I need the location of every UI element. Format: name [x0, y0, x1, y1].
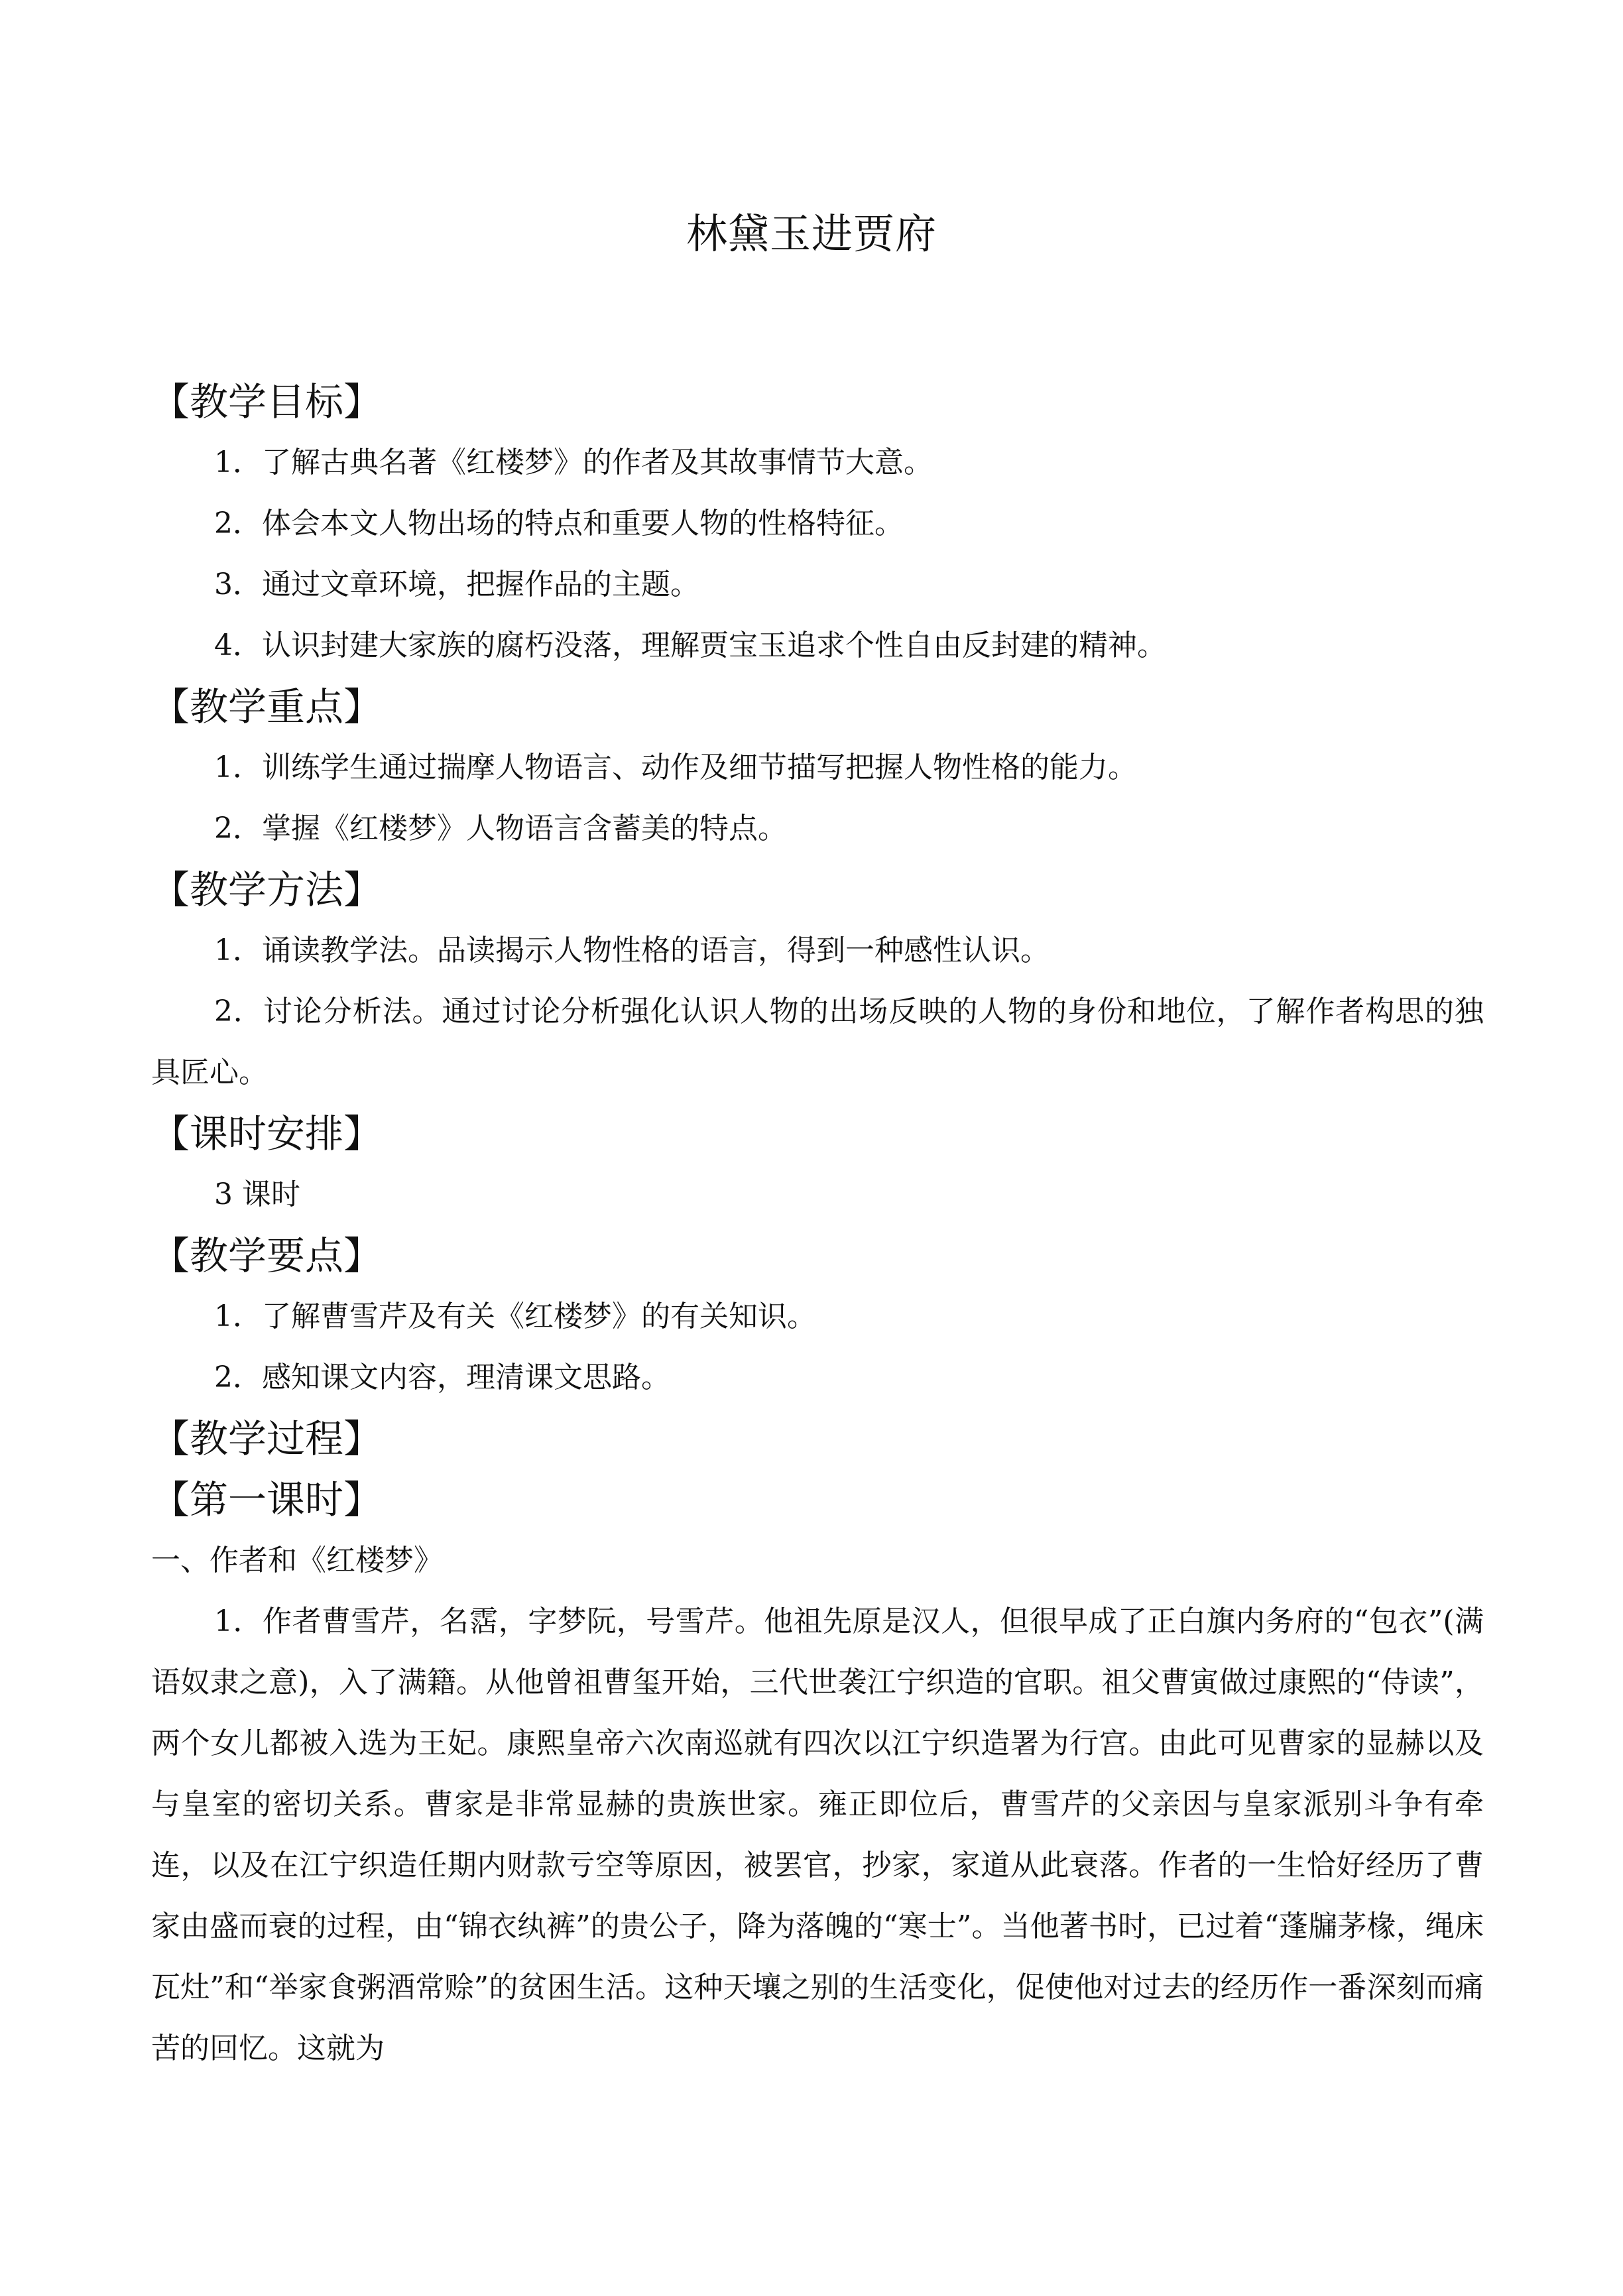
section-heading-schedule: 【课时安排】: [151, 1111, 383, 1156]
list-item-wrapped: 2．讨论分析法。通过讨论分析强化认识人物的出场反映的人物的身份和地位，了解作者构思的独具匠心。: [151, 995, 1484, 1089]
subsection-heading: 一、作者和《红楼梦》: [151, 1543, 443, 1577]
list-item: 1．了解曹雪芹及有关《红楼梦》的有关知识。: [214, 1299, 816, 1333]
section-heading-methods: 【教学方法】: [151, 867, 383, 912]
document-title: 林黛玉进贾府: [686, 210, 937, 258]
list-item: 1．诵读教学法。品读揭示人物性格的语言，得到一种感性认识。: [214, 934, 1050, 967]
list-item: 1．了解古典名著《红楼梦》的作者及其故事情节大意。: [214, 446, 933, 479]
section-heading-key-points: 【教学重点】: [151, 684, 383, 729]
list-item: 2．感知课文内容，理清课文思路。: [214, 1360, 670, 1394]
list-item: 1．训练学生通过揣摩人物语言、动作及细节描写把握人物性格的能力。: [214, 751, 1137, 784]
list-item: 2．体会本文人物出场的特点和重要人物的性格特征。: [214, 507, 904, 540]
list-item: 2．掌握《红楼梦》人物语言含蓄美的特点。: [214, 812, 787, 845]
section-heading-lesson1: 【第一课时】: [151, 1477, 383, 1522]
schedule-text: 3 课时: [214, 1178, 300, 1211]
list-item: 3．通过文章环境，把握作品的主题。: [214, 568, 699, 601]
body-paragraph: 1．作者曹雪芹，名霑，字梦阮，号雪芹。他祖先原是汉人，但很早成了正白旗内务府的“包衣”(满语奴隶之意)，入了满籍。从他曾祖曹玺开始，三代世袭江宁织造的官职。祖父曹寅做过康熙的“侍读”，两个女儿都被入选为王妃。康熙皇帝六次南巡就有四次以江宁织造署为行宫。由此可见曹家的显赫以及与皇室的密切关系。曹家是非常显赫的贵族世家。雍正即位后，曹雪芹的父亲因与皇家派别斗争有牵连，以及在江宁织造任期内财款亏空等原因，被罢官，抄家，家道从此衰落。作者的一生恰好经历了曹家由盛而衰的过程，由“锦衣纨裤”的贵公子，降为落魄的“寒士”。当他著书时，已过着“蓬牖茅椽，绳床瓦灶”和“举家食粥酒常赊”的贫困生活。这种天壤之别的生活变化，促使他对过去的经历作一番深刻而痛苦的回忆。这就为: [151, 1604, 1484, 2065]
document-body: [151, 371, 1484, 2079]
list-item: 4．认识封建大家族的腐朽没落，理解贾宝玉追求个性自由反封建的精神。: [214, 629, 1166, 662]
section-heading-essentials: 【教学要点】: [151, 1233, 383, 1278]
section-heading-process: 【教学过程】: [151, 1416, 383, 1461]
section-heading-objectives: 【教学目标】: [151, 379, 383, 424]
